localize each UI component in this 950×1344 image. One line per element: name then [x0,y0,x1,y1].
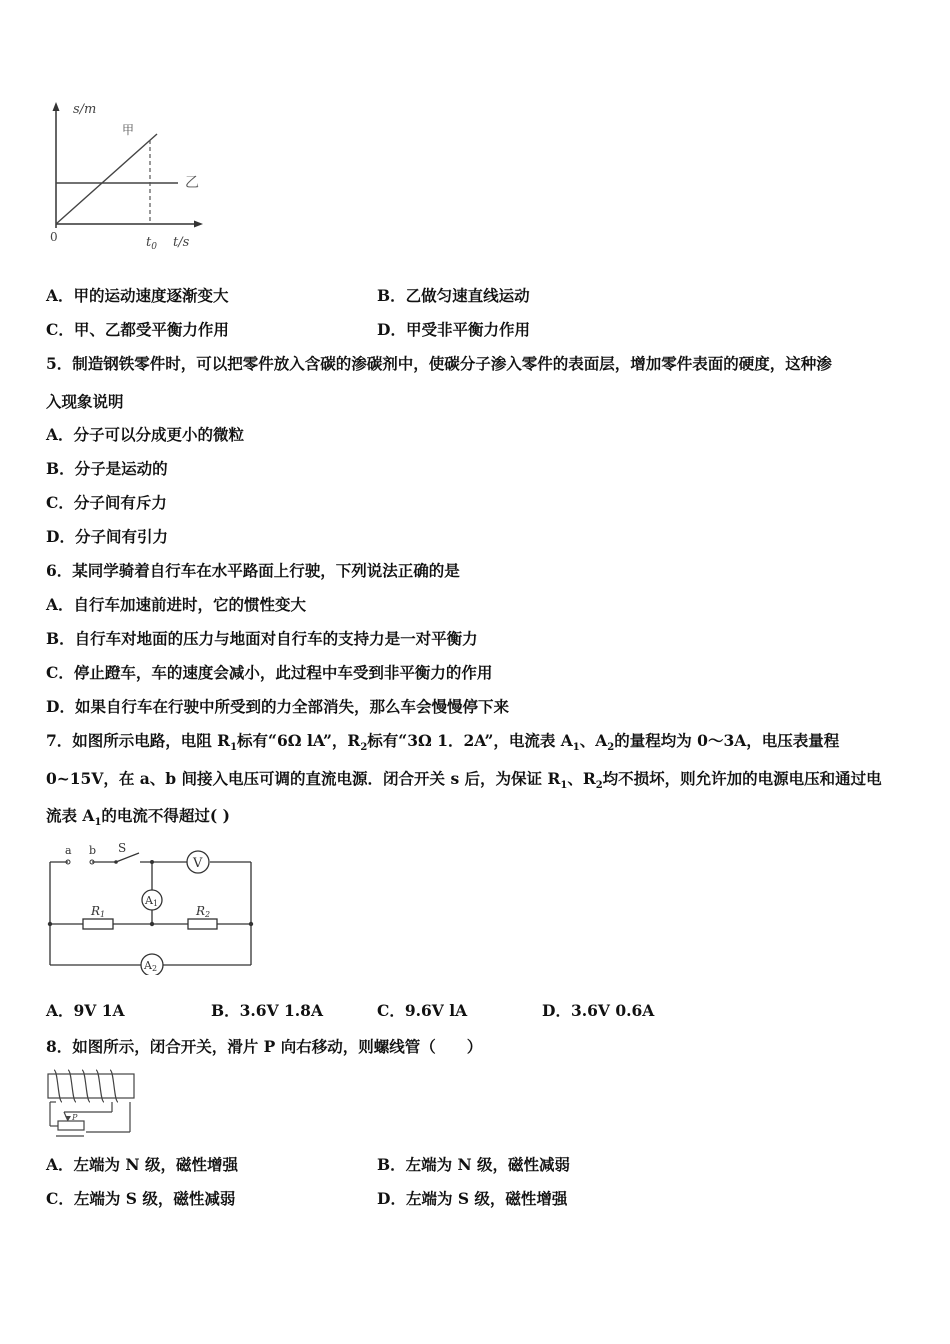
q7-stem-1a: 7．如图所示电路，电阻 R [46,731,231,750]
slider-p-label: P [72,1113,78,1122]
q6-option-d[interactable]: D．如果自行车在行驶中所受到的力全部消失，那么车会慢慢停下来 [46,697,509,716]
r1-label: R1 [91,904,106,919]
q7-stem-2c: 均不损坏，则允许加的电源电压和通过电 [602,769,882,788]
q8-solenoid-figure [42,1066,142,1142]
q7-circuit-figure [40,840,260,975]
terminal-b-label: b [89,844,97,857]
q5-option-c[interactable]: C．分子间有斥力 [46,493,167,512]
line-yi-label: 乙 [185,175,199,191]
resistor-r1 [83,919,113,929]
q7-option-c[interactable]: C．9.6V lA [377,1001,468,1020]
rheostat [58,1121,84,1130]
q6-stem: 6．某同学骑着自行车在水平路面上行驶，下列说法正确的是 [46,561,460,580]
t0-label: $t_0$ [146,235,157,252]
y-axis-arrow [53,102,60,111]
q7-sub-r1: 1 [230,742,238,754]
q7-stem-2a: 0~15V，在 a、b 间接入电压可调的直流电源．闭合开关 s 后，为保证 R [46,769,561,788]
q4-option-d[interactable]: D．甲受非平衡力作用 [377,320,530,339]
st-graph-figure [40,96,210,256]
x-axis-label: t/s [173,235,190,250]
resistor-r2 [188,919,217,929]
q7-sub-r2b: 2 [595,780,603,792]
q5-stem-line1: 5．制造钢铁零件时，可以把零件放入含碳的渗碳剂中，使碳分子渗入零件的表面层，增加零件表面的硬度，这种渗 [46,354,832,373]
ammeter-a2-label: A2 [144,959,158,973]
q4-option-c[interactable]: C．甲、乙都受平衡力作用 [46,320,229,339]
line-jia [56,134,157,224]
q7-stem-line3 [46,806,230,833]
q4-option-a[interactable]: A．甲的运动速度逐渐变大 [46,286,229,305]
q7-stem-1d: 、A [579,731,608,750]
q7-stem-1c: 标有“3Ω 1．2A”，电流表 A [367,731,573,750]
q7-sub-a1: 1 [572,742,580,754]
q5-stem-line2: 入现象说明 [46,392,124,411]
solenoid-core [48,1074,134,1098]
ammeter-a1-label: A1 [145,894,159,908]
slider-arrow [65,1116,71,1121]
q7-stem-1b: 标有“6Ω lA”，R [237,731,361,750]
q7-sub-r2: 2 [360,742,368,754]
q7-stem-1e: 的量程均为 0～3A，电压表量程 [614,731,840,750]
q7-stem-line1 [46,731,839,758]
q5-option-a[interactable]: A．分子可以分成更小的微粒 [46,425,245,444]
y-axis-label: s/m [73,102,97,117]
q5-option-d[interactable]: D．分子间有引力 [46,527,168,546]
q7-option-a[interactable]: A．9V 1A [46,1001,125,1020]
terminal-a-label: a [65,844,72,857]
q6-option-a[interactable]: A．自行车加速前进时，它的惯性变大 [46,595,307,614]
q7-stem-3a: 流表 A [46,806,95,825]
x-axis-arrow [194,221,203,228]
q7-sub-a1b: 1 [94,817,102,829]
q7-option-b[interactable]: B．3.6V 1.8A [211,1001,323,1020]
q7-sub-a2: 2 [607,742,615,754]
q5-option-b[interactable]: B．分子是运动的 [46,459,168,478]
q8-option-b[interactable]: B．左端为 N 级，磁性减弱 [377,1155,571,1174]
q6-option-b[interactable]: B．自行车对地面的压力与地面对自行车的支持力是一对平衡力 [46,629,478,648]
q4-option-b[interactable]: B．乙做匀速直线运动 [377,286,530,305]
q8-option-d[interactable]: D．左端为 S 级，磁性增强 [377,1189,568,1208]
q7-stem-3b: 的电流不得超过( ) [101,806,230,825]
q7-sub-r1b: 1 [560,780,568,792]
voltmeter-label: V [193,856,203,871]
switch-label: S [118,841,127,855]
q8-stem: 8．如图所示，闭合开关，滑片 P 向右移动，则螺线管（ ） [46,1037,483,1056]
q6-option-c[interactable]: C．停止蹬车，车的速度会减小，此过程中车受到非平衡力的作用 [46,663,493,682]
q7-option-d[interactable]: D．3.6V 0.6A [542,1001,655,1020]
q8-option-a[interactable]: A．左端为 N 级，磁性增强 [46,1155,238,1174]
r2-label: R2 [196,904,211,919]
q7-stem-2b: 、R [567,769,596,788]
solenoid-coil [54,1070,118,1102]
q8-option-c[interactable]: C．左端为 S 级，磁性减弱 [46,1189,236,1208]
line-jia-label: 甲 [122,123,135,137]
q7-stem-line2 [46,769,882,796]
origin-label: 0 [50,230,58,244]
